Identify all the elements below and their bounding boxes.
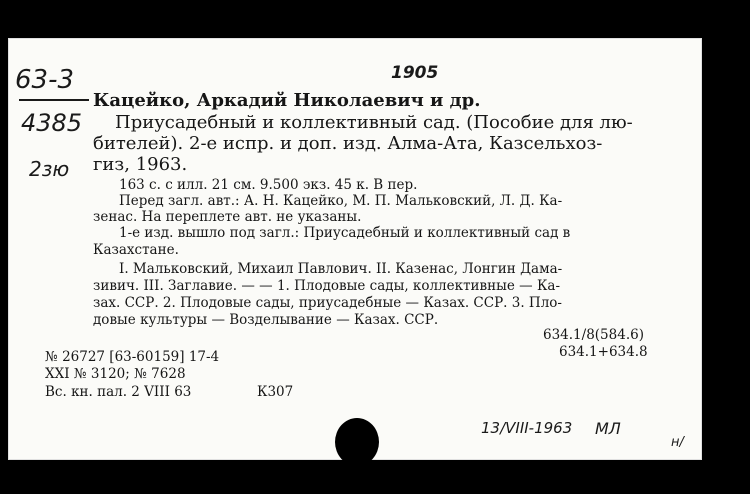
description-line: 163 с. с илл. 21 см. 9.500 экз. 45 к. В пер. (119, 177, 418, 193)
author-suffix: и др. (430, 90, 481, 111)
description-line: I. Мальковский, Михаил Павлович. II. Казенас, Лонгин Дама- (119, 261, 563, 277)
handwritten-mark: н/ (671, 435, 684, 450)
description-line: 1-е изд. вышло под загл.: Приусадебный и коллективный сад в (119, 225, 571, 241)
handwritten-call-number-low: 2зю (29, 157, 70, 181)
author-name: Кацейко, Аркадий Николаевич (93, 90, 424, 111)
handwritten-call-number-mid: 4385 (21, 109, 83, 137)
handwritten-year: 1905 (391, 63, 439, 83)
card-heading (93, 90, 481, 111)
punch-hole (335, 418, 379, 466)
registry-line: Вс. кн. пал. 2 VIII 63 (45, 384, 192, 400)
title-line: бителей). 2-е испр. и доп. изд. Алма-Ата, Казсельхоз- (93, 133, 603, 154)
handwritten-underline (19, 99, 89, 101)
description-line: зах. ССР. 2. Плодовые сады, приусадебные — Казах. ССР. 3. Пло- (93, 295, 562, 311)
handwritten-initials: МЛ (595, 419, 621, 438)
description-line: зенас. На переплете авт. не указаны. (93, 209, 362, 225)
title-line: гиз, 1963. (93, 154, 188, 175)
catalog-card (8, 38, 702, 460)
description-line: зивич. III. Заглавие. — — 1. Плодовые сады, коллективные — Ка- (93, 278, 561, 294)
description-line: Перед загл. авт.: А. Н. Кацейко, М. П. Мальковский, Л. Д. Ка- (119, 193, 563, 209)
registry-line: № 26727 [63-60159] 17-4 (45, 349, 220, 365)
description-line: Казахстане. (93, 242, 179, 258)
handwritten-call-number-top: 63-3 (15, 65, 75, 95)
registry-line: XXI № 3120; № 7628 (45, 366, 186, 382)
description-line: довые культуры — Возделывание — Казах. ССР. (93, 312, 439, 328)
classification-code: 634.1+634.8 (559, 344, 648, 360)
title-line: Приусадебный и коллективный сад. (Пособие для лю- (115, 112, 633, 133)
registry-code: К307 (257, 384, 294, 400)
handwritten-date: 13/VIII-1963 (481, 419, 573, 437)
classification-code: 634.1/8(584.6) (543, 327, 644, 343)
